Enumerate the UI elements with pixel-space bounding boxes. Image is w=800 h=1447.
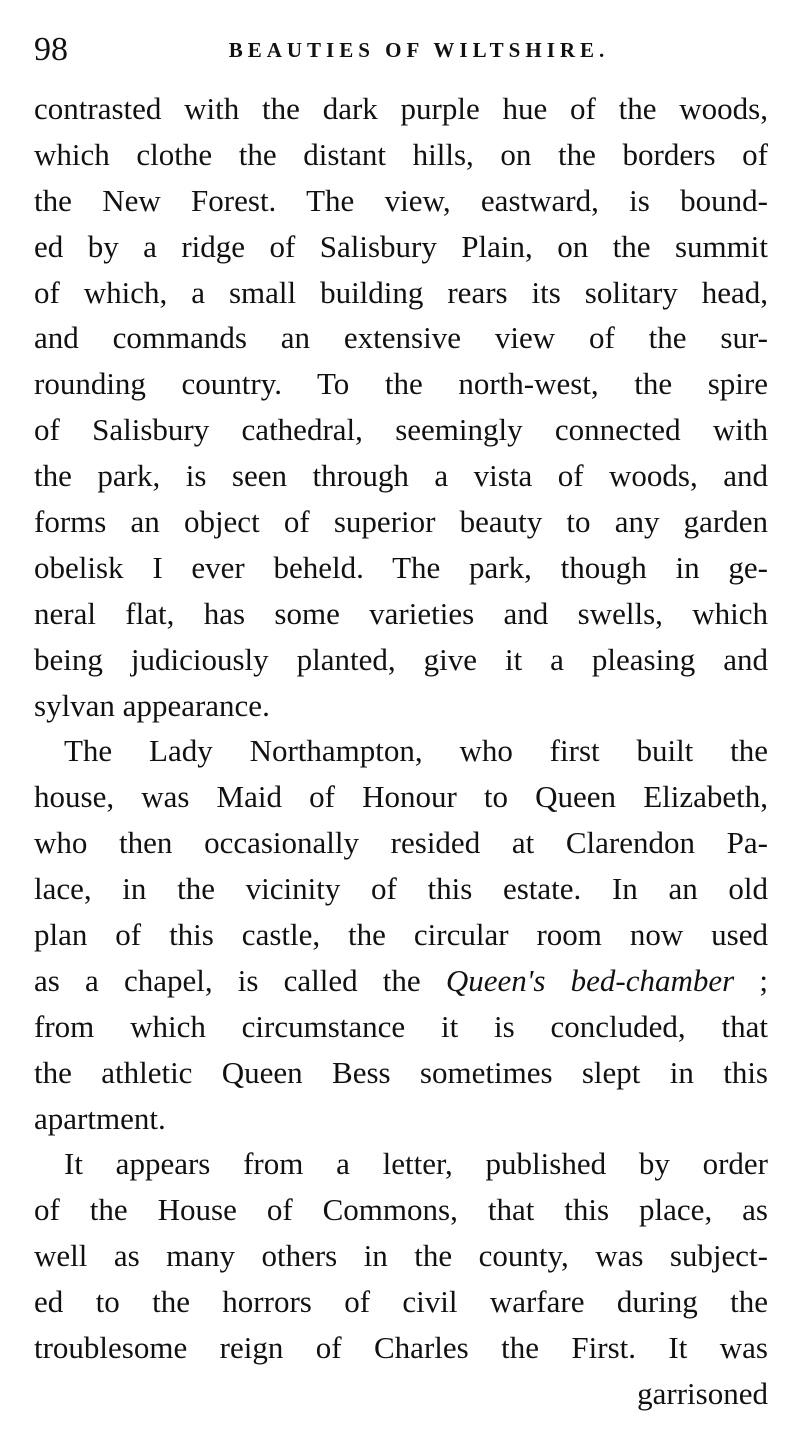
text-line: and commands an extensive view of the sur- [34, 320, 768, 356]
running-head [34, 30, 766, 70]
text-line: house, was Maid of Honour to Queen Elizabeth, [34, 779, 768, 815]
text-line: It appears from a letter, published by order [64, 1146, 768, 1182]
line-text: as a chapel, is called the [34, 962, 446, 998]
text-line: the park, is seen through a vista of woods, and [34, 458, 768, 494]
paragraph-3 [34, 1141, 768, 1370]
text-line: who then occasionally resided at Clarendon Pa- [34, 825, 768, 861]
text-line: of which, a small building rears its solitary head, [34, 274, 768, 310]
text-line: troublesome reign of Charles the First. It was [34, 1330, 768, 1366]
text-line: ed to the horrors of civil warfare during the [34, 1284, 768, 1320]
text-line: which clothe the distant hills, on the borders of [34, 136, 768, 172]
text-line: of Salisbury cathedral, seemingly connected with [34, 412, 768, 448]
paragraph-2 [34, 728, 768, 1141]
text-line-with-italic [34, 958, 768, 1004]
text-line: plan of this castle, the circular room now used [34, 917, 768, 953]
line-text: ; [734, 962, 768, 998]
text-line: contrasted with the dark purple hue of the woods, [34, 91, 768, 126]
text-line: lace, in the vicinity of this estate. In an old [34, 871, 768, 907]
text-line: rounding country. To the north-west, the spire [34, 366, 768, 402]
body-text [34, 86, 768, 1417]
text-line: the athletic Queen Bess sometimes slept in this [34, 1054, 768, 1090]
text-line: the New Forest. The view, eastward, is bound- [34, 182, 768, 218]
running-title: BEAUTIES OF WILTSHIRE. [228, 38, 610, 62]
text-line: apartment. [34, 1100, 166, 1136]
italic-phrase: Queen's bed-chamber [445, 962, 735, 998]
text-line: The Lady Northampton, who first built the [64, 733, 768, 769]
text-line: well as many others in the county, was subject- [34, 1238, 768, 1274]
text-line: being judiciously planted, give it a pleasing and [34, 641, 768, 677]
catchword: garrisoned [637, 1375, 768, 1411]
text-line: obelisk I ever beheld. The park, though in ge- [34, 549, 768, 585]
text-line: forms an object of superior beauty to any garden [34, 504, 768, 540]
text-line: of the House of Commons, that this place, as [34, 1192, 768, 1228]
text-line: ed by a ridge of Salisbury Plain, on the summit [34, 228, 768, 264]
text-line: from which circumstance it is concluded, that [34, 1008, 768, 1044]
text-line: neral flat, has some varieties and swells, which [34, 595, 768, 631]
page-number: 98 [34, 31, 68, 68]
paragraph-1 [34, 86, 768, 728]
text-line: sylvan appearance. [34, 687, 270, 723]
